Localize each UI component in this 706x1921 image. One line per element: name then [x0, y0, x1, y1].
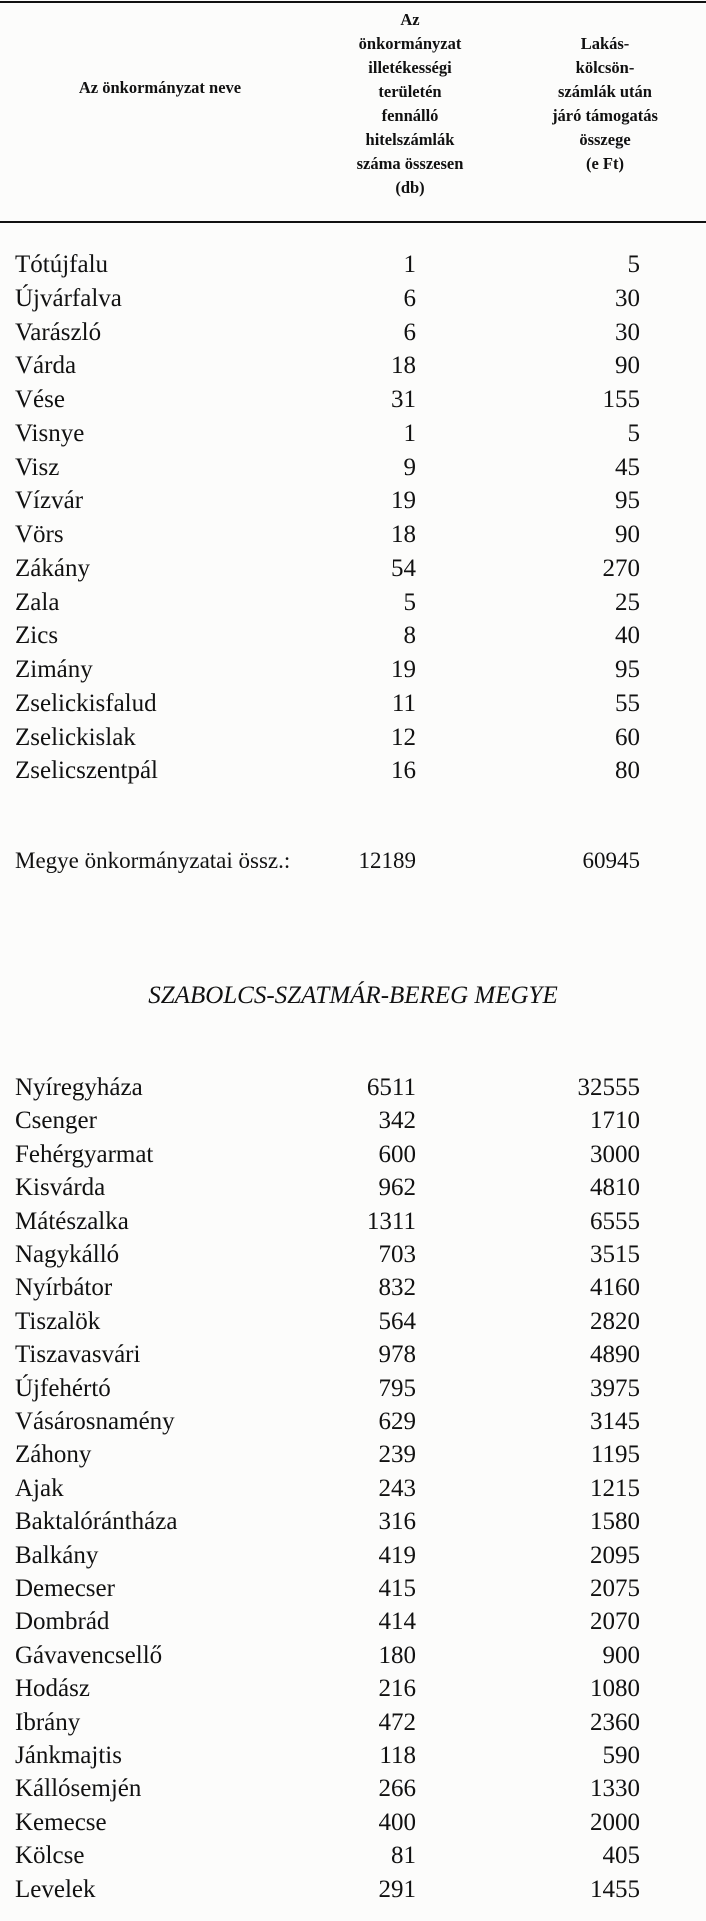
account-count: 978: [378, 1341, 416, 1369]
table-row: [0, 754, 706, 788]
support-amount: 1080: [590, 1675, 640, 1703]
account-count: 629: [378, 1408, 416, 1435]
municipality-name: Zselickislak: [15, 723, 136, 751]
header-count-line: hitelszámlák: [365, 130, 455, 149]
account-count: 600: [378, 1140, 416, 1168]
top-rule: [0, 1, 706, 3]
municipality-name: Kemecse: [15, 1808, 107, 1836]
header-col-count: [305, 8, 515, 200]
account-count: 5: [403, 588, 416, 616]
municipality-name: Tiszavasvári: [15, 1341, 141, 1369]
support-amount: 5: [627, 251, 640, 278]
table-row: [0, 1205, 706, 1239]
table-row: [0, 552, 706, 586]
table-row: [0, 1806, 706, 1840]
account-count: 239: [378, 1441, 416, 1469]
account-count: 342: [378, 1107, 416, 1135]
table-row: [0, 721, 706, 755]
table-row: [0, 1238, 706, 1272]
support-amount: 1330: [590, 1775, 640, 1803]
table-row: [0, 1672, 706, 1706]
account-count: 9: [403, 453, 416, 481]
table-row: [0, 248, 706, 282]
table-row: [0, 1372, 706, 1406]
table-row: [0, 1405, 706, 1439]
header-amount-line: (e Ft): [585, 154, 624, 173]
table-row: [0, 451, 706, 485]
municipality-name: Varászló: [15, 318, 102, 346]
support-amount: 405: [602, 1842, 640, 1870]
municipality-name: Dombrád: [15, 1608, 110, 1636]
header-amount-line: járó támogatás: [552, 106, 658, 125]
table-row: [0, 687, 706, 721]
table-row: [0, 484, 706, 518]
municipality-name: Tótújfalu: [15, 251, 109, 278]
municipality-name: Vése: [15, 386, 65, 413]
header-count-line: területén: [378, 82, 442, 101]
account-count: 795: [378, 1374, 416, 1402]
municipality-name: Újfehértó: [15, 1374, 111, 1402]
support-amount: 40: [615, 622, 640, 650]
account-count: 400: [378, 1808, 416, 1836]
municipality-name: Nagykálló: [15, 1241, 120, 1268]
header-count-line: önkormányzat: [358, 34, 462, 53]
support-amount: 1215: [590, 1474, 640, 1502]
table-row: [0, 1505, 706, 1539]
table-row: [0, 1739, 706, 1773]
account-count: 6511: [366, 1074, 416, 1101]
support-amount: 3000: [590, 1140, 640, 1168]
table-row: [0, 1438, 706, 1472]
account-count: 832: [378, 1274, 416, 1302]
municipality-name: Kállósemjén: [15, 1775, 142, 1803]
support-amount: 30: [615, 318, 640, 346]
table-row: [0, 518, 706, 552]
account-count: 415: [378, 1575, 416, 1602]
municipality-name: Ibrány: [15, 1708, 81, 1736]
municipality-name: Nyíregyháza: [15, 1074, 143, 1101]
header-amount-line: összege: [579, 130, 631, 149]
header-rule: [0, 221, 706, 223]
header-amount-line: kölcsön-: [575, 58, 635, 77]
total-amount: 60945: [582, 848, 640, 873]
municipality-name: Visz: [15, 453, 60, 481]
municipality-name: Kölcse: [15, 1842, 85, 1870]
total-label: Megye önkormányzatai össz.:: [15, 848, 291, 873]
support-amount: 4810: [590, 1174, 640, 1202]
municipality-name: Baktalórántháza: [15, 1508, 178, 1536]
municipality-name: Csenger: [15, 1107, 97, 1135]
header-amount-line: számlák után: [558, 82, 652, 101]
municipality-name: Jánkmajtis: [15, 1742, 122, 1769]
support-amount: 4160: [590, 1274, 640, 1302]
municipality-name: Nyírbátor: [15, 1274, 113, 1302]
table-row: [0, 1305, 706, 1339]
table-row: [0, 1706, 706, 1740]
support-amount: 60: [615, 723, 640, 751]
support-amount: 25: [615, 588, 640, 616]
support-amount: 155: [602, 386, 640, 413]
table-row: [0, 653, 706, 687]
account-count: 19: [391, 487, 416, 515]
county-title: SZABOLCS-SZATMÁR-BEREG MEGYE: [148, 982, 558, 1009]
support-amount: 5: [627, 419, 640, 447]
header-count-line: fennálló: [381, 106, 439, 125]
total-count: 12189: [358, 848, 416, 873]
table-row: [0, 1138, 706, 1172]
account-count: 216: [378, 1675, 416, 1703]
support-amount: 90: [615, 352, 640, 380]
municipality-name: Vízvár: [15, 487, 84, 515]
support-amount: 2000: [590, 1808, 640, 1836]
support-amount: 30: [615, 284, 640, 312]
table-row: [0, 1271, 706, 1305]
table-row: [0, 1171, 706, 1205]
support-amount: 900: [602, 1641, 640, 1669]
support-amount: 3975: [590, 1374, 640, 1402]
account-count: 564: [378, 1307, 416, 1335]
account-count: 118: [379, 1742, 416, 1769]
table-row: [0, 1605, 706, 1639]
account-count: 6: [403, 284, 416, 312]
support-amount: 95: [615, 487, 640, 515]
municipality-name: Várda: [15, 352, 77, 380]
support-amount: 1455: [590, 1875, 640, 1903]
account-count: 11: [391, 689, 416, 717]
municipality-name: Újvárfalva: [15, 284, 122, 312]
header-count-line: (db): [395, 178, 425, 197]
table-row: [0, 1873, 706, 1907]
municipality-name: Visnye: [15, 419, 85, 447]
account-count: 18: [391, 352, 416, 380]
table-row: [0, 316, 706, 350]
support-amount: 6555: [590, 1207, 640, 1235]
account-count: 19: [391, 656, 416, 683]
support-amount: 55: [615, 689, 640, 717]
municipality-name: Zákány: [15, 554, 90, 582]
support-amount: 4890: [590, 1341, 640, 1369]
table-row: [0, 417, 706, 451]
support-amount: 2820: [590, 1307, 640, 1335]
table-row: [0, 1772, 706, 1806]
table-row: [0, 1472, 706, 1506]
account-count: 419: [378, 1541, 416, 1569]
support-amount: 590: [602, 1742, 640, 1769]
account-count: 81: [391, 1842, 416, 1870]
table-row: [0, 1839, 706, 1873]
account-count: 18: [391, 521, 416, 548]
account-count: 414: [378, 1608, 416, 1636]
support-amount: 90: [615, 521, 640, 548]
account-count: 962: [378, 1174, 416, 1202]
account-count: 1: [403, 419, 416, 447]
table-row: [0, 1338, 706, 1372]
support-amount: 1580: [590, 1508, 640, 1536]
support-amount: 2070: [590, 1608, 640, 1636]
support-amount: 32555: [577, 1074, 640, 1101]
municipality-name: Hodász: [15, 1675, 90, 1703]
table-row: [0, 619, 706, 653]
support-amount: 95: [615, 656, 640, 683]
support-amount: 3145: [590, 1408, 640, 1435]
municipality-name: Zselicszentpál: [15, 757, 158, 785]
account-count: 180: [378, 1641, 416, 1669]
municipality-name: Vásárosnamény: [15, 1408, 175, 1435]
header-count-line: illetékességi: [368, 58, 452, 77]
municipality-name: Vörs: [15, 521, 64, 548]
municipality-name: Kisvárda: [15, 1174, 106, 1202]
municipality-name: Zimány: [15, 656, 93, 683]
header-col-name: Az önkormányzat neve: [78, 78, 242, 97]
section1-total-row: [0, 844, 706, 878]
support-amount: 1710: [590, 1107, 640, 1135]
account-count: 54: [391, 554, 416, 582]
municipality-name: Tiszalök: [15, 1307, 101, 1335]
table-row: [0, 349, 706, 383]
table-row: [0, 1639, 706, 1673]
municipality-name: Mátészalka: [15, 1207, 129, 1235]
support-amount: 3515: [590, 1241, 640, 1268]
account-count: 316: [378, 1508, 416, 1536]
table-row: [0, 586, 706, 620]
municipality-name: Balkány: [15, 1541, 99, 1569]
municipality-name: Zala: [15, 588, 60, 616]
municipality-name: Ajak: [15, 1474, 64, 1502]
account-count: 291: [378, 1875, 416, 1903]
municipality-name: Zselickisfalud: [15, 689, 157, 717]
account-count: 8: [403, 622, 416, 650]
table-row: [0, 282, 706, 316]
account-count: 16: [391, 757, 416, 785]
support-amount: 1195: [590, 1441, 640, 1469]
account-count: 266: [378, 1775, 416, 1803]
account-count: 12: [391, 723, 416, 751]
municipality-name: Demecser: [15, 1575, 115, 1602]
table-row: [0, 383, 706, 417]
header-count-line: száma összesen: [356, 154, 464, 173]
support-amount: 2075: [590, 1575, 640, 1602]
support-amount: 80: [615, 757, 640, 785]
header-amount-line: Lakás-: [580, 34, 630, 53]
account-count: 703: [378, 1241, 416, 1268]
municipality-name: Fehérgyarmat: [15, 1140, 154, 1168]
support-amount: 270: [602, 554, 640, 582]
municipality-name: Záhony: [15, 1441, 92, 1469]
support-amount: 45: [615, 453, 640, 481]
account-count: 472: [378, 1708, 416, 1736]
municipality-name: Gávavencsellő: [15, 1641, 163, 1669]
account-count: 6: [403, 318, 416, 346]
table-row: [0, 1104, 706, 1138]
table-row: [0, 1572, 706, 1606]
header-col-amount: [515, 32, 695, 176]
municipality-name: Zics: [15, 622, 59, 650]
support-amount: 2360: [590, 1708, 640, 1736]
account-count: 1: [403, 251, 416, 278]
account-count: 1311: [366, 1207, 416, 1235]
account-count: 243: [378, 1474, 416, 1502]
municipality-name: Levelek: [15, 1875, 96, 1903]
header-count-line: Az: [400, 10, 420, 29]
account-count: 31: [391, 386, 416, 413]
table-row: [0, 1071, 706, 1105]
table-row: [0, 1539, 706, 1573]
support-amount: 2095: [590, 1541, 640, 1569]
